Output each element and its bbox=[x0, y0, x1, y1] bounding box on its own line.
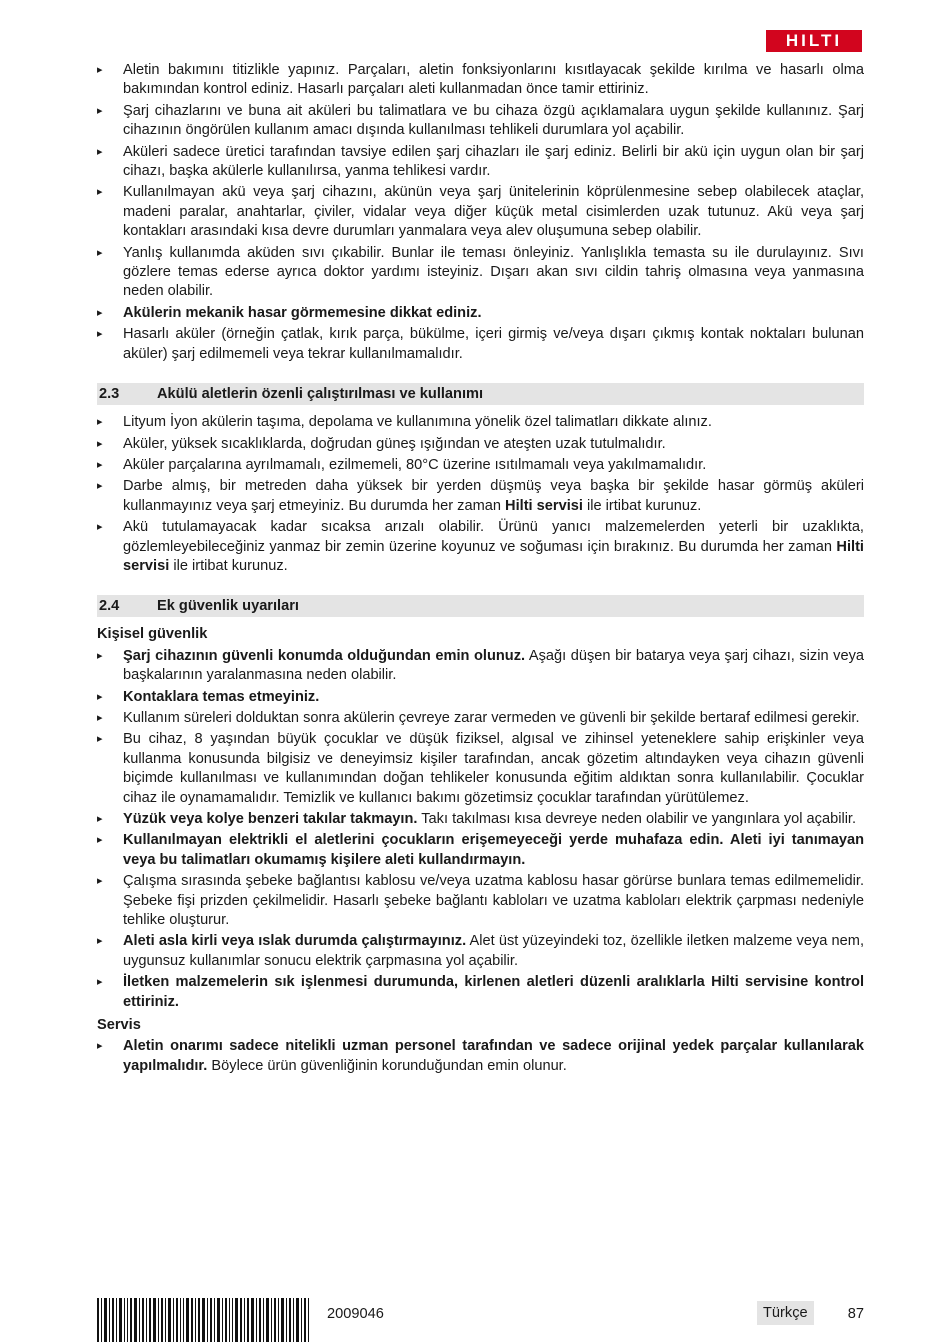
section-number: 2.4 bbox=[99, 598, 120, 615]
list-item: ▸ Yanlış kullanımda aküden sıvı çıkabilir. Bunlar ile teması önleyiniz. Yanlışlıkla temasta su ile durulayınız. Sıvı gözlere temas ederse ayrıca doktor yardımı isteyiniz. Dışarı akan sıvı cildin tahriş olmasına veya yanmasına neden olabilir. bbox=[97, 244, 864, 302]
list-item: ▸ Aküler parçalarına ayrılmamalı, ezilmemeli, 80°C üzerine ısıtılmamalı veya yakılmamalıdır. bbox=[97, 456, 864, 475]
list-item: ▸ İletken malzemelerin sık işlenmesi durumunda, kirlenen aletleri düzenli aralıklarla Hilti servisine kontrol ettiriniz. bbox=[97, 973, 864, 1012]
page-footer bbox=[97, 1298, 864, 1342]
list-item: ▸ Kullanılmayan akü veya şarj cihazını, akünün veya şarj ünitelerinin köprülenmesine sebep olabilecek ataçlar, madeni paralar, anahtarlar, çiviler, vidalar veya diğer küçük metal cisimlerden uzak tutunuz. Akü veya şarj kontakları arasındaki kısa devre durumları yanmalara veya alev oluşumuna sebep olabilir. bbox=[97, 183, 864, 241]
section-title: Ek güvenlik uyarıları bbox=[157, 598, 299, 615]
section-number: 2.3 bbox=[99, 386, 120, 403]
personal-safety-list bbox=[97, 647, 864, 1012]
list-item: ▸ Çalışma sırasında şebeke bağlantısı kablosu ve/veya uzatma kablosu hasar görürse bunlara temas edilmemelidir. Şebeke fişi prizden çekilmelidir. Hasarlı şebeke bağlantı kabloları ve uzatma kabloları elektrik çarpması nedeniyle tehlike oluşturur. bbox=[97, 872, 864, 930]
list-item: ▸ Akü tutulamayacak kadar sıcaksa arızalı olabilir. Ürünü yanıcı malzemelerden yeterli bir uzaklıkta, gözlemleyebileceğiniz yanmaz bir zemin üzerine koyunuz ve soğuması için bırakınız. Bu durumda her zaman Hilti servisi ile irtibat kurunuz. bbox=[97, 518, 864, 576]
list-item: ▸ Hasarlı aküler (örneğin çatlak, kırık parça, bükülme, içeri girmiş ve/veya dışarı çıkmış kontak noktaları bulunan aküler) şarj edilmemeli veya tekrar kullanılmamalıdır. bbox=[97, 325, 864, 364]
logo-text: HILTI bbox=[785, 31, 843, 50]
list-item: ▸ Şarj cihazlarını ve buna ait aküleri bu talimatlara ve bu cihaza özgü açıklamalara uygun şekilde kullanınız. Şarj cihazının öngörülen kullanım amacı dışında kullanılması tehlikeli durumlara yol açabilir. bbox=[97, 102, 864, 141]
list-item: ▸ Kullanılmayan elektrikli el aletlerini çocukların erişemeyeceği yerde muhafaza edin. Aleti iyi tanımayan veya bu talimatları okumamış kişilere aleti kullandırmayın. bbox=[97, 831, 864, 870]
service-list bbox=[97, 1037, 864, 1076]
hilti-logo bbox=[766, 30, 862, 52]
page-content bbox=[97, 61, 864, 1078]
list-item: ▸ Kontaklara temas etmeyiniz. bbox=[97, 688, 864, 707]
list-item: ▸ Yüzük veya kolye benzeri takılar takmayın. Takı takılması kısa devreye neden olabilir ve yangınlara yol açabilir. bbox=[97, 810, 864, 829]
battery-safety-list bbox=[97, 61, 864, 364]
list-item: ▸ Kullanım süreleri dolduktan sonra akülerin çevreye zarar vermeden ve güvenli bir şekilde bertaraf edilmesi gerekir. bbox=[97, 709, 864, 728]
language-label: Türkçe bbox=[757, 1301, 814, 1325]
page-number: 87 bbox=[847, 1306, 864, 1322]
list-item: ▸ Bu cihaz, 8 yaşından büyük çocuklar ve düşük fiziksel, algısal ve zihinsel yeteneklere sahip erişkinler veya kullanma konusunda bilgisiz ve deneyimsiz kişiler tarafından, ancak gözetim altındayken veya cihazın güvenli biçimde kullanılması ve kullanımından doğan tehlikeler konusunda eğitim aldıktan sonra kullanılabilir. Çocuklar cihaz ile oynamamalıdır. Temizlik ve kullanıcı bakımı gözetimsiz çocuklar tarafından yürütülemez. bbox=[97, 730, 864, 808]
section-heading-2-3 bbox=[97, 383, 864, 405]
list-item: ▸ Akülerin mekanik hasar görmemesine dikkat ediniz. bbox=[97, 304, 864, 323]
list-item: ▸ Darbe almış, bir metreden daha yüksek bir yerden düşmüş veya başka bir şekilde hasar görmüş aküleri kullanmayınız veya şarj etmeyiniz. Bu durumda her zaman Hilti servisi ile irtibat kurunuz. bbox=[97, 477, 864, 516]
list-item: ▸ Lityum İyon akülerin taşıma, depolama ve kullanımına yönelik özel talimatları dikkate alınız. bbox=[97, 413, 864, 432]
list-item: ▸ Aletin onarımı sadece nitelikli uzman personel tarafından ve sadece orijinal yedek parçalar kullanılarak yapılmalıdır. Böylece ürün güvenliğinin korunduğundan emin olunur. bbox=[97, 1037, 864, 1076]
article-number: 2009046 bbox=[327, 1306, 384, 1322]
list-item: ▸ Aletin bakımını titizlikle yapınız. Parçaları, aletin fonksiyonlarını kısıtlayacak şekilde kırılma ve hasarlı olma bakımından kontrol ediniz. Hasarlı parçaları aleti kullanmadan önce tamir ettiriniz. bbox=[97, 61, 864, 100]
service-heading: Servis bbox=[97, 1017, 141, 1034]
section-title: Akülü aletlerin özenli çalıştırılması ve kullanımı bbox=[157, 386, 484, 403]
list-item: ▸ Aküleri sadece üretici tarafından tavsiye edilen şarj cihazları ile şarj ediniz. Belirli bir akü için uygun olan bir şarj cihazı, başka akülerle kullanılırsa, yanma tehlikesi vardır. bbox=[97, 143, 864, 182]
list-item: ▸ Şarj cihazının güvenli konumda olduğundan emin olunuz. Aşağı düşen bir batarya veya şarj cihazı, sizin veya başkalarının yaralanmasına neden olabilir. bbox=[97, 647, 864, 686]
list-item: ▸ Aküler, yüksek sıcaklıklarda, doğrudan güneş ışığından ve ateşten uzak tutulmalıdır. bbox=[97, 435, 864, 454]
personal-safety-heading: Kişisel güvenlik bbox=[97, 626, 208, 643]
list-item: ▸ Aleti asla kirli veya ıslak durumda çalıştırmayınız. Alet üst yüzeyindeki toz, özellikle iletken malzeme veya nem, uygunsuz kullanımlar sonucu elektrik çarpmasına yol açabilir. bbox=[97, 932, 864, 971]
section-heading-2-4 bbox=[97, 595, 864, 617]
section-2-3-list bbox=[97, 413, 864, 576]
barcode-image bbox=[97, 1298, 309, 1342]
